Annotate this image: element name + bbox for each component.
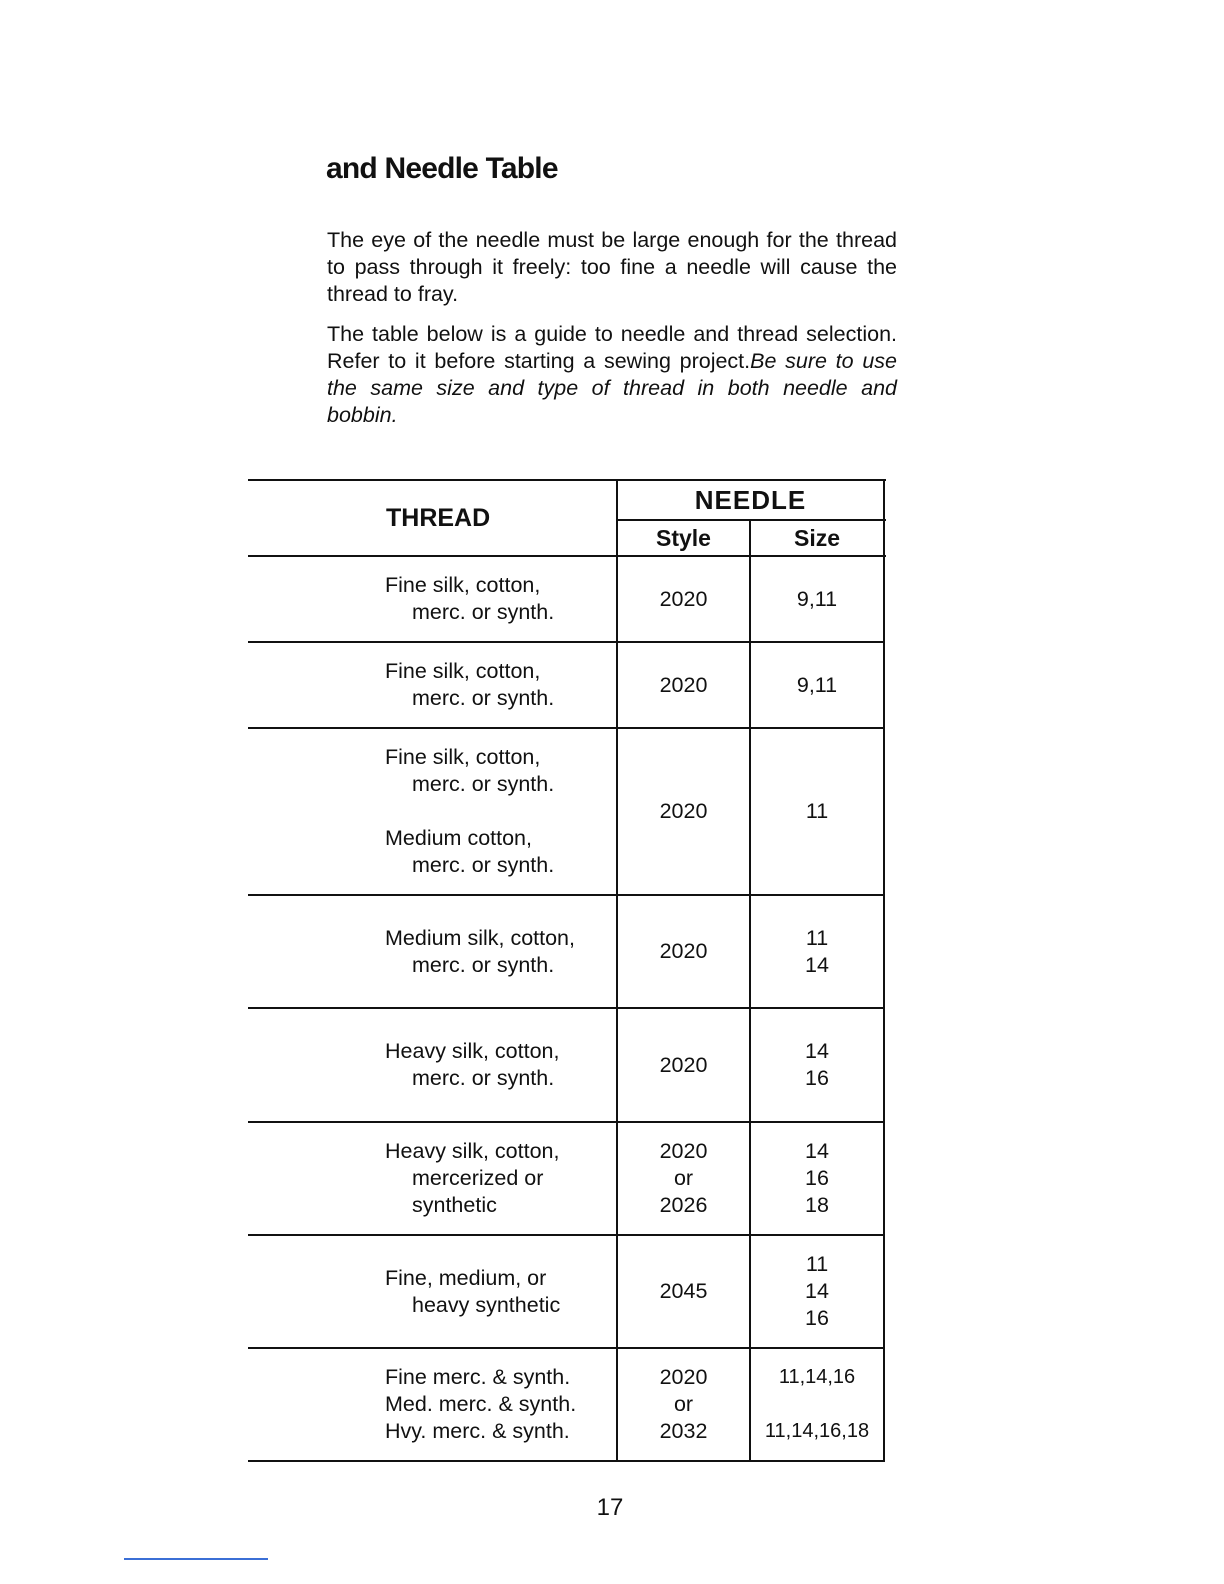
table-row-1-style — [618, 557, 749, 641]
table-row-5-style — [618, 1009, 749, 1121]
thread-spacer — [385, 798, 554, 825]
thread-line: Heavy silk, cotton, — [385, 1139, 560, 1163]
size-value: 16 — [805, 1306, 829, 1330]
size-value: 14 — [805, 952, 829, 977]
table-row-7-size — [751, 1236, 883, 1347]
style-column-header: Style — [656, 524, 711, 551]
style-value: or — [673, 1392, 694, 1416]
size-value: 11,14,16 — [778, 1366, 856, 1388]
thread-line: Fine, medium, or — [385, 1265, 547, 1290]
table-row-3-size — [751, 729, 883, 894]
table-row-8-size — [751, 1349, 883, 1460]
table-row-1-size — [751, 557, 883, 641]
table-row-5-thread — [385, 1009, 559, 1121]
size-value: 18 — [805, 1193, 829, 1217]
table-row-3-thread — [385, 729, 554, 894]
style-value: 2020 — [659, 1052, 708, 1077]
thread-line: Fine silk, cotton, — [385, 573, 541, 597]
thread-line: Fine silk, cotton, — [385, 659, 541, 683]
size-value: 14 — [805, 1139, 829, 1163]
intro-paragraph-2-italic: Be sure to use the same size and type of thread in both needle and bobbin. — [327, 349, 897, 427]
thread-line: mercerized or — [412, 1166, 544, 1190]
thread-line: merc. or synth. — [412, 952, 555, 977]
style-value: 2020 — [659, 1365, 708, 1389]
needle-column-header: NEEDLE — [694, 484, 807, 515]
intro-paragraph-2 — [327, 321, 897, 429]
size-value: 9,11 — [796, 586, 838, 611]
size-value: 11,14,16,18 — [764, 1420, 870, 1442]
table-row-1-thread — [385, 557, 554, 641]
thread-line: Fine silk, cotton, — [385, 745, 541, 769]
style-value: 2045 — [659, 1279, 708, 1303]
table-row-6-thread — [385, 1123, 559, 1234]
size-value: 16 — [805, 1066, 829, 1090]
table-row-7-style — [618, 1236, 749, 1347]
style-value: 2020 — [659, 1139, 708, 1163]
style-value: 2020 — [659, 586, 708, 611]
table-row-5-size — [751, 1009, 883, 1121]
thread-line: merc. or synth. — [412, 686, 555, 710]
size-value: 11 — [805, 1252, 829, 1276]
table-row-4-thread — [385, 896, 575, 1007]
thread-column-header: THREAD — [386, 503, 491, 532]
intro-paragraph-1: The eye of the needle must be large enough for the thread to pass through it freely: too fine a needle will cause the thread to fray. — [327, 228, 897, 306]
style-value: 2020 — [659, 939, 708, 963]
page-title: and Needle Table — [326, 152, 558, 185]
intro-paragraph-2-plain: The table below is a guide to needle and thread selection. Refer to it before starting a sewing project. — [327, 322, 897, 373]
size-value: 14 — [805, 1039, 829, 1063]
table-bottom-rule — [248, 1460, 884, 1462]
thread-line: merc. or synth. — [412, 1066, 555, 1090]
table-row-4-style — [618, 896, 749, 1007]
thread-line: Hvy. merc. & synth. — [385, 1419, 570, 1443]
thread-line: synthetic — [412, 1193, 497, 1217]
thread-line: Heavy silk, cotton, — [385, 1039, 560, 1063]
thread-line: heavy synthetic — [412, 1292, 561, 1317]
table-row-8-thread — [385, 1349, 576, 1460]
thread-line: Medium silk, cotton, — [385, 925, 575, 950]
table-right-border — [883, 480, 885, 1462]
table-row-2-thread — [385, 643, 554, 727]
style-value: 2032 — [659, 1419, 708, 1443]
table-row-4-size — [751, 896, 883, 1007]
table-row-3-style — [618, 729, 749, 894]
size-value: 14 — [805, 1279, 829, 1303]
style-value: 2026 — [659, 1193, 708, 1217]
size-value: 11 — [805, 799, 829, 823]
style-value: 2020 — [659, 799, 708, 823]
table-row-6-size — [751, 1123, 883, 1234]
table-row-6-style — [618, 1123, 749, 1234]
thread-line: Med. merc. & synth. — [385, 1392, 577, 1416]
table-row-8-style — [618, 1349, 749, 1460]
style-value: 2020 — [659, 672, 708, 697]
thread-line: Fine merc. & synth. — [385, 1365, 571, 1389]
bottom-underline — [124, 1558, 268, 1560]
thread-line: Medium cotton, — [385, 826, 532, 850]
table-row-2-size — [751, 643, 883, 727]
page-number: 17 — [596, 1494, 624, 1521]
size-value: 11 — [805, 925, 829, 950]
style-value: or — [673, 1166, 694, 1190]
table-row-2-style — [618, 643, 749, 727]
size-column-header: Size — [793, 524, 841, 551]
thread-line: merc. or synth. — [412, 853, 555, 877]
size-value: 16 — [805, 1166, 829, 1190]
thread-line: merc. or synth. — [412, 772, 555, 796]
size-value: 9,11 — [796, 672, 838, 697]
table-row-7-thread — [385, 1236, 560, 1347]
thread-line: merc. or synth. — [412, 600, 555, 624]
